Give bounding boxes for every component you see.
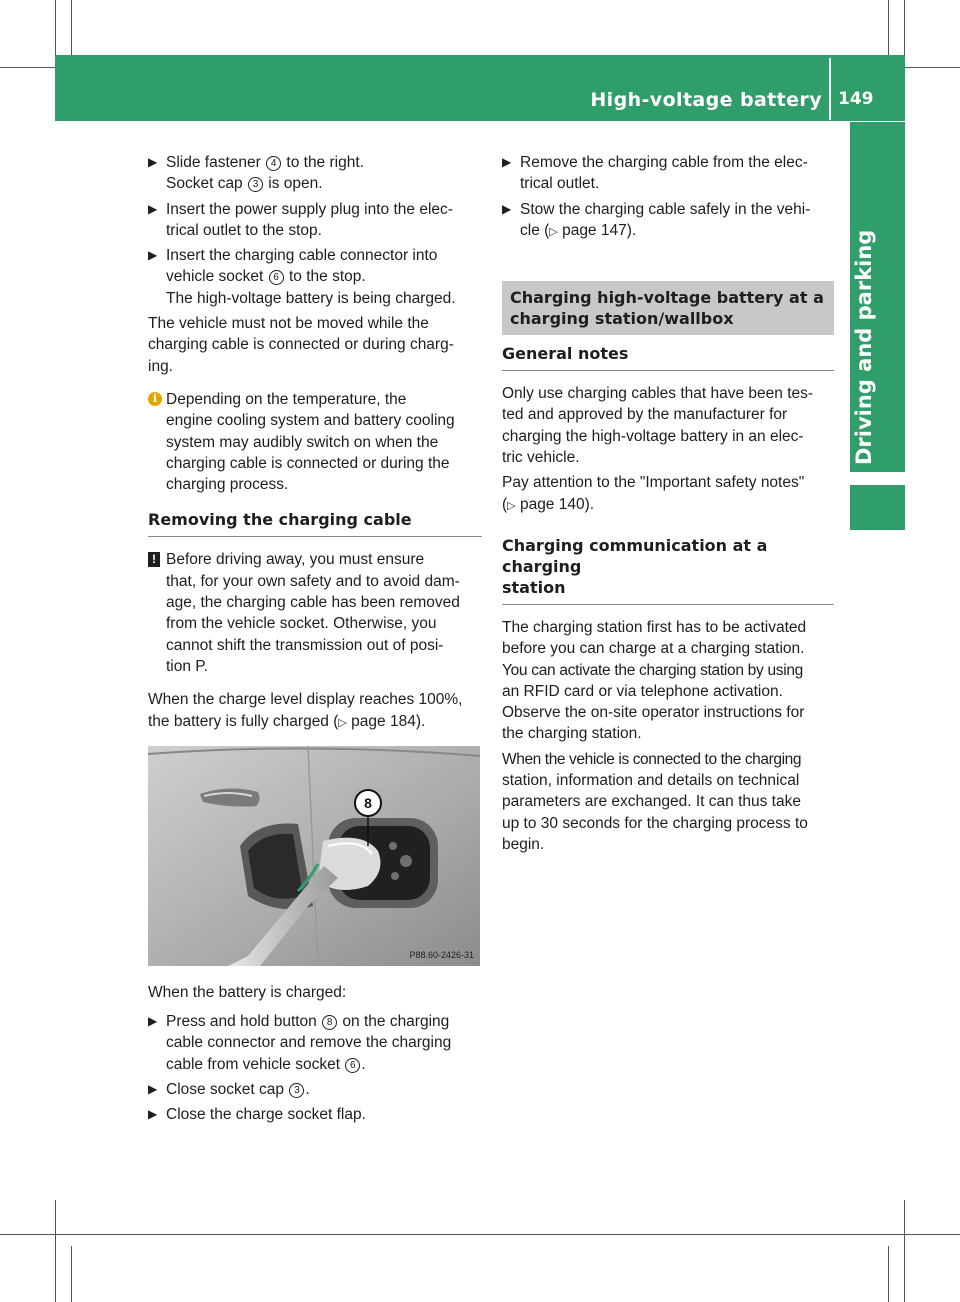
note-line: charging cable is connected or during the — [166, 454, 450, 472]
para-line: the battery is fully charged ( — [148, 712, 339, 730]
para-line: Pay attention to the "Important safety notes" — [502, 474, 805, 492]
page-ref-link[interactable]: page 184). — [346, 712, 426, 730]
crop-mark — [71, 1246, 72, 1302]
step-text: trical outlet. — [520, 175, 600, 193]
photo-code: P88.60-2426-31 — [409, 949, 474, 960]
heading-line: Charging communication at a charging — [502, 535, 768, 576]
section-heading: Removing the charging cable — [148, 509, 482, 537]
step-text: Close the charge socket flap. — [166, 1106, 366, 1124]
section-title-line: Charging high-voltage battery at a — [510, 288, 824, 308]
paragraph — [502, 617, 834, 745]
paragraph — [502, 749, 834, 855]
instruction-step — [148, 1104, 482, 1125]
heading-line: station — [502, 577, 566, 597]
crop-mark — [904, 1200, 905, 1302]
callout-number: 3 — [289, 1083, 304, 1098]
header-divider — [829, 58, 831, 120]
para-line: the charging station. — [502, 725, 642, 743]
step-text: . — [361, 1055, 366, 1073]
step-text: Close socket cap — [166, 1081, 289, 1099]
step-text: Stow the charging cable safely in the vehi- — [520, 200, 811, 218]
crop-mark — [55, 1200, 56, 1302]
crop-mark — [904, 0, 905, 55]
note-line: tion P. — [166, 657, 208, 675]
step-text: . — [305, 1081, 310, 1099]
info-note — [148, 389, 482, 495]
para-line: up to 30 seconds for the charging process to — [502, 814, 808, 832]
instruction-step — [148, 245, 482, 309]
page-ref-arrow-icon: ▷ — [549, 225, 558, 238]
step-text: to the stop. — [284, 268, 366, 286]
step-text: Socket cap — [166, 175, 247, 193]
paragraph — [148, 689, 482, 734]
warning-note — [148, 549, 482, 677]
note-line: that, for your own safety and to avoid dam- — [166, 572, 460, 590]
page-ref-link[interactable]: page 140). — [515, 495, 595, 513]
info-icon: i — [148, 392, 162, 406]
page-ref-arrow-icon: ▷ — [338, 716, 347, 729]
crop-mark — [888, 0, 889, 55]
para-line: tric vehicle. — [502, 449, 580, 467]
step-arrow-icon: ▶ — [148, 201, 158, 216]
paragraph — [148, 313, 482, 377]
step-text: Press and hold button — [166, 1013, 322, 1031]
callout-number: 3 — [248, 177, 263, 192]
para-line: ing. — [148, 357, 173, 375]
charging-socket-photo — [148, 746, 480, 966]
crop-mark — [0, 1234, 960, 1235]
step-arrow-icon: ▶ — [148, 1014, 158, 1029]
para-line: Only use charging cables that have been tes- — [502, 385, 814, 403]
para-line: station, information and details on technical — [502, 772, 800, 790]
note-line: Depending on the temperature, the — [166, 390, 407, 408]
section-title-line: charging station/wallbox — [510, 309, 734, 329]
instruction-step — [502, 199, 834, 244]
para-line: The charging station first has to be activated — [502, 618, 807, 636]
note-line: engine cooling system and battery cooling — [166, 412, 455, 430]
step-text: to the right. — [282, 154, 364, 171]
page-number: 149 — [838, 89, 874, 109]
para-line: charging cable is connected or during charg- — [148, 336, 454, 354]
instruction-step — [148, 1079, 482, 1100]
note-line: from the vehicle socket. Otherwise, you — [166, 615, 437, 633]
note-line: system may audibly switch on when the — [166, 433, 439, 451]
instruction-step — [502, 152, 834, 195]
para-line: When the charge level display reaches 100%, — [148, 691, 463, 709]
para-line: ted and approved by the manufacturer for — [502, 406, 788, 424]
para-line: When the vehicle is connected to the charging — [502, 750, 802, 768]
page-ref-link[interactable]: page 147). — [557, 221, 637, 239]
note-line: cannot shift the transmission out of posi- — [166, 636, 444, 654]
step-arrow-icon: ▶ — [502, 155, 512, 169]
step-result: The high-voltage battery is being charged. — [166, 289, 456, 307]
step-text: on the charging — [338, 1013, 450, 1031]
para-line: ( — [502, 495, 508, 513]
crop-mark — [71, 0, 72, 55]
paragraph — [502, 383, 834, 468]
callout-number: 4 — [266, 156, 281, 171]
callout-number: 6 — [345, 1058, 360, 1073]
step-arrow-icon: ▶ — [148, 1082, 158, 1097]
step-text: vehicle socket — [166, 268, 268, 286]
instruction-step — [148, 199, 482, 242]
step-text: trical outlet to the stop. — [166, 221, 322, 239]
step-text: Insert the power supply plug into the elec- — [166, 200, 453, 218]
note-line: Before driving away, you must ensure — [166, 551, 425, 569]
step-arrow-icon: ▶ — [148, 155, 158, 169]
step-arrow-icon: ▶ — [502, 201, 512, 216]
callout-number: 6 — [269, 270, 284, 285]
photo-callout: 8 — [364, 794, 372, 811]
paragraph — [502, 472, 834, 517]
paragraph: When the battery is charged: — [148, 983, 347, 1001]
callout-number: 8 — [322, 1015, 337, 1030]
step-text: Insert the charging cable connector into — [166, 247, 438, 265]
crop-mark — [888, 1246, 889, 1302]
note-line: age, the charging cable has been removed — [166, 594, 460, 612]
crop-mark — [55, 0, 56, 55]
para-line: parameters are exchanged. It can thus take — [502, 793, 801, 811]
step-arrow-icon: ▶ — [148, 1107, 158, 1122]
header-title: High-voltage battery — [590, 89, 822, 111]
step-text: cle ( — [520, 221, 550, 239]
section-heading — [502, 535, 834, 605]
section-title — [502, 281, 834, 335]
step-text: Slide fastener — [166, 154, 266, 171]
note-line: charging process. — [166, 476, 289, 494]
step-text: is open. — [264, 175, 323, 193]
right-column — [502, 152, 834, 859]
page-ref-arrow-icon: ▷ — [507, 499, 516, 512]
left-column — [148, 152, 482, 1130]
step-text: Remove the charging cable from the elec- — [520, 154, 808, 171]
para-line: before you can charge at a charging station. — [502, 640, 805, 658]
step-text: cable from vehicle socket — [166, 1055, 345, 1073]
para-line: an RFID card or via telephone activation. — [502, 682, 783, 700]
para-line: You can activate the charging station by using — [502, 661, 804, 679]
warning-icon: ! — [148, 552, 160, 567]
step-arrow-icon: ▶ — [148, 248, 158, 263]
para-line: The vehicle must not be moved while the — [148, 315, 429, 333]
step-text: cable connector and remove the charging — [166, 1034, 452, 1052]
side-tab-marker — [850, 485, 905, 530]
page-header — [55, 55, 905, 121]
side-tab-label: Driving and parking — [852, 229, 876, 465]
instruction-step — [148, 152, 482, 195]
para-line: begin. — [502, 835, 545, 853]
para-line: Observe the on-site operator instructions for — [502, 704, 805, 722]
para-line: charging the high-voltage battery in an elec- — [502, 427, 804, 445]
instruction-step — [148, 1011, 482, 1075]
section-heading: General notes — [502, 343, 834, 371]
